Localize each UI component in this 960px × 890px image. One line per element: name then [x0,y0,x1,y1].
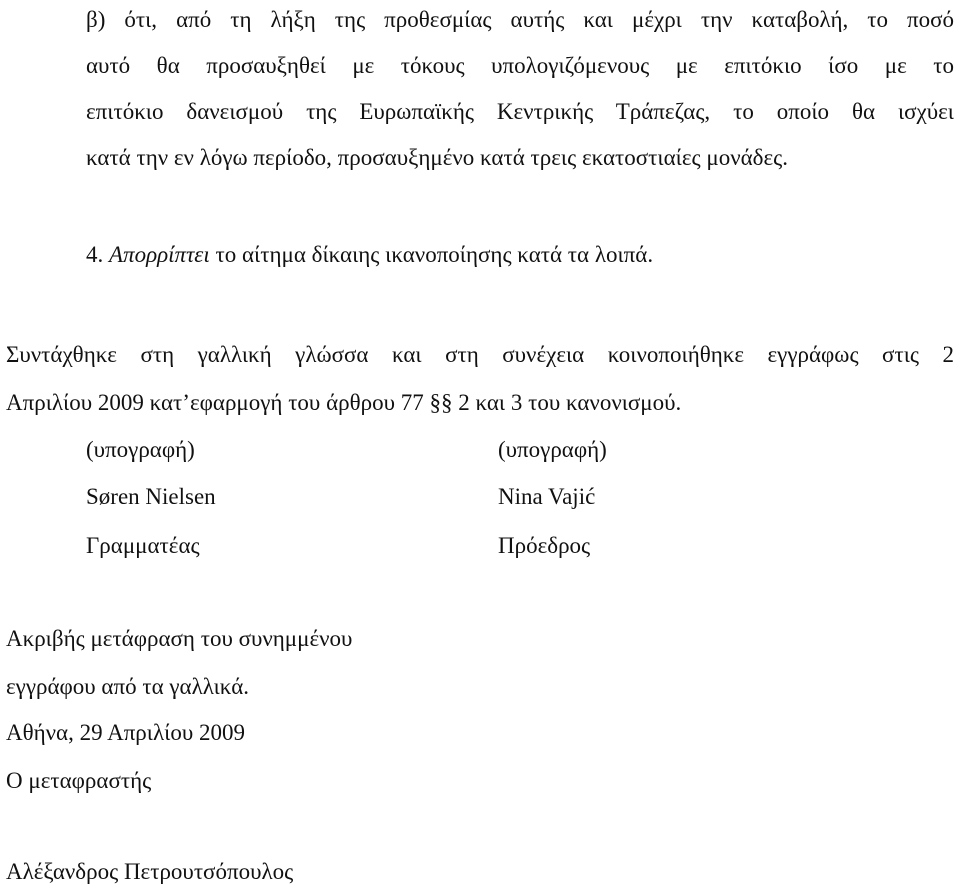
clause-b-paragraph [86,8,954,192]
clause-b-line-1: β) ότι, από τη λήξη της προθεσμίας αυτής και μέχρι την καταβολή, το ποσό [86,7,954,32]
clause-b-line-3: επιτόκιο δανεισμού της Ευρωπαϊκής Κεντρικής Τράπεζας, το οποίο θα ισχύει [86,99,954,124]
translation-line-1: Ακριβής μετάφραση του συνημμένου [6,626,353,651]
drafted-line-2: Απριλίου 2009 κατ’εφαρμογή του άρθρου 77 §§ 2 και 3 του κανονισμού. [6,390,682,415]
drafted-line-1: Συντάχθηκε στη γαλλική γλώσσα και στη συνέχεια κοινοποιήθηκε εγγράφως στις 2 [6,342,954,367]
item-4 [86,243,653,266]
signatory-name-left: Søren Nielsen [86,484,216,509]
signatory-role-left: Γραμματέας [86,533,200,558]
item-4-verb: Απορρίπτει [109,242,210,267]
item-4-number: 4. [86,242,104,267]
signature-right: (υπογραφή) [498,437,607,462]
translator-name: Αλέξανδρος Πετρουτσόπουλος [6,859,294,884]
translation-line-2: εγγράφου από τα γαλλικά. [6,674,249,699]
signatory-role-right: Πρόεδρος [498,533,591,558]
item-4-rest: το αίτημα δίκαιης ικανοποίησης κατά τα λοιπά. [215,242,654,267]
translator-label: Ο μεταφραστής [6,768,152,793]
clause-b-line-2: αυτό θα προσαυξηθεί με τόκους υπολογιζόμενους με επιτόκιο ίσο με το [86,53,954,78]
translation-place-date: Αθήνα, 29 Απριλίου 2009 [6,720,245,745]
signature-left: (υπογραφή) [86,437,195,462]
clause-b-line-4: κατά την εν λόγω περίοδο, προσαυξημένο κατά τρεις εκατοστιαίες μονάδες. [86,145,788,170]
signatory-name-right: Nina Vajić [498,484,596,509]
